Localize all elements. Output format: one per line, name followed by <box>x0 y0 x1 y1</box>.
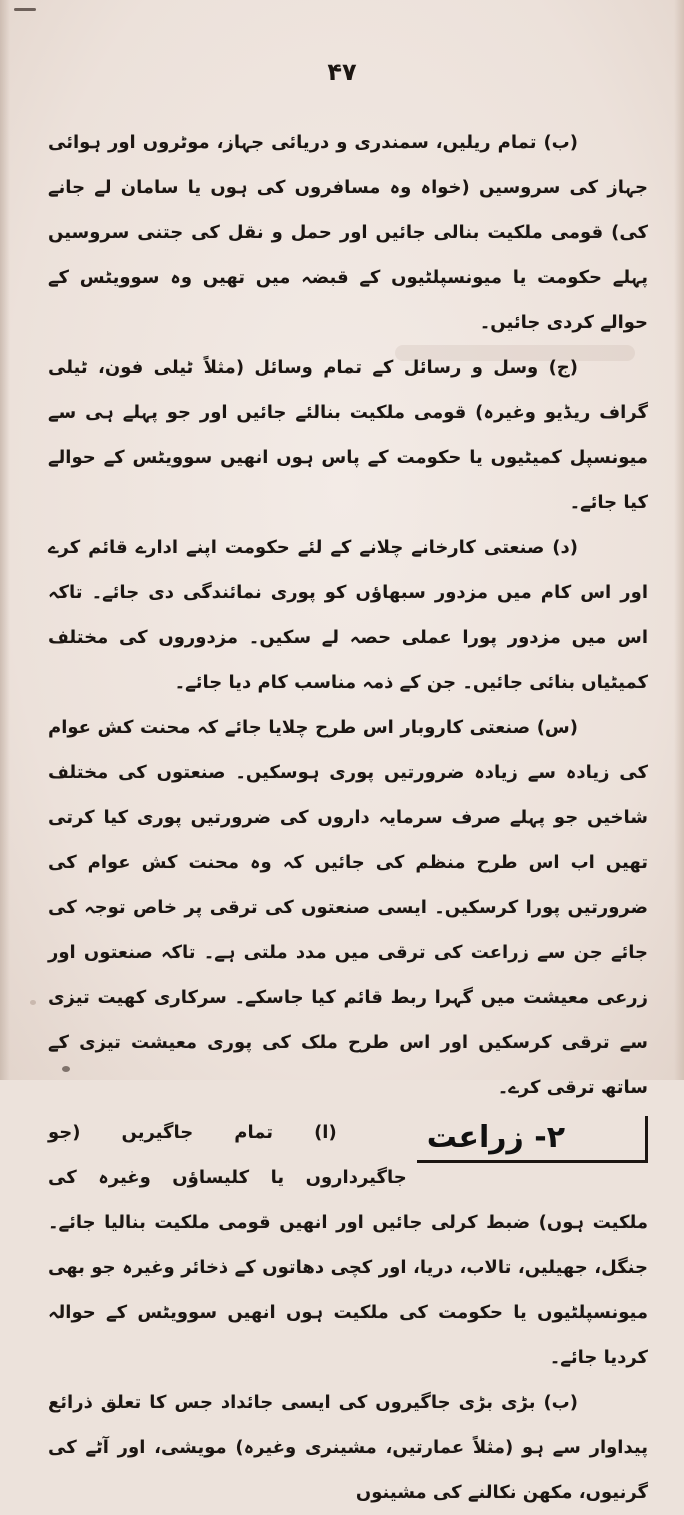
page-number: ۴۷ <box>327 58 357 86</box>
ink-mark <box>14 8 36 11</box>
page-edge-shadow-right <box>674 0 684 1080</box>
page-edge-shadow-left <box>0 0 10 1080</box>
paragraph-a-estates-text: (ا) تمام جاگیریں (جو جاگیرداروں یا کلیساؤں وغیرہ کی ملکیت ہوں) ضبط کرلی جائیں اور انھیں قومی ملکیت بنالیا جائے۔ جنگل، جھیلیں، تالاب، دریا، اور کچی دھاتوں کے ذخائر وغیرہ جو بھی میونسپلٹیوں یا حکومت کی ملکیت ہوں انھیں سوویٹس کے حوالہ کردیا جائے۔ <box>48 1122 648 1368</box>
paragraph-a-estates <box>48 1110 648 1380</box>
paragraph-d-factories: (د) صنعتی کارخانے چلانے کے لئے حکومت اپنے ادارے قائم کرے اور اس کام میں مزدور سبھاؤں کو پوری نمائندگی دی جائے۔ تاکہ اس میں مزدور پورا عملی حصہ لے سکیں۔ مزدوروں کی مختلف کمیٹیاں بنائی جائیں۔ جن کے ذمہ مناسب کام دیا جائے۔ <box>48 537 648 693</box>
paragraph-s-industry: (س) صنعتی کاروبار اس طرح چلایا جائے کہ محنت کش عوام کی زیادہ سے زیادہ ضرورتیں پوری ہوسکیں۔ صنعتوں کی مختلف شاخیں جو پہلے صرف سرمایہ داروں کی ضرورتیں پوری کیا کرتی تھیں اب اس طرح منظم کی جائیں کہ وہ محنت کش عوام کی ضرورتیں پورا کرسکیں۔ ایسی صنعتوں کی ترقی پر خاص توجہ کی جائے جن سے زراعت کی ترقی میں مدد ملتی ہے۔ تاکہ صنعتوں اور زرعی معیشت میں گہرا ربط قائم کیا جاسکے۔ سرکاری کھیت تیزی سے ترقی کرسکیں اور اس طرح ملک کی پوری معیشت تیزی کے ساتھ ترقی کرے۔ <box>48 717 648 1098</box>
paragraph-j-communication: (ج) وسل و رسائل کے تمام وسائل (مثلاً ٹیلی فون، ٹیلی گراف ریڈیو وغیرہ) قومی ملکیت بنالئے جائیں اور جو پہلے ہی سے میونسپل کمیٹیوں یا حکومت کے پاس ہوں انھیں سوویٹس کے حوالے کیا جائے۔ <box>48 357 648 513</box>
document-body <box>48 120 648 1515</box>
ink-speck <box>30 1000 36 1005</box>
paragraph-b-transport: (ب) تمام ریلیں، سمندری و دریائی جہاز، موٹروں اور ہوائی جہاز کی سروسیں (خواہ وہ مسافروں کی ہوں یا سامان لے جانے کی) قومی ملکیت بنالی جائیں اور حمل و نقل کی جتنی سروسیں پہلے حکومت یا میونسپلٹیوں کے قبضہ میں تھیں وہ سوویٹس کے حوالے کردی جائیں۔ <box>48 132 648 333</box>
paragraph-b-estate-property: (ب) بڑی بڑی جاگیروں کی ایسی جائداد جس کا تعلق ذرائع پیداوار سے ہو (مثلاً عمارتیں، مشینری وغیرہ) مویشی، اور آٹے کی گرنیوں، مکھن نکالنے کی مشینوں <box>48 1392 648 1503</box>
section-heading-agriculture: ۲- زراعت <box>417 1116 648 1163</box>
